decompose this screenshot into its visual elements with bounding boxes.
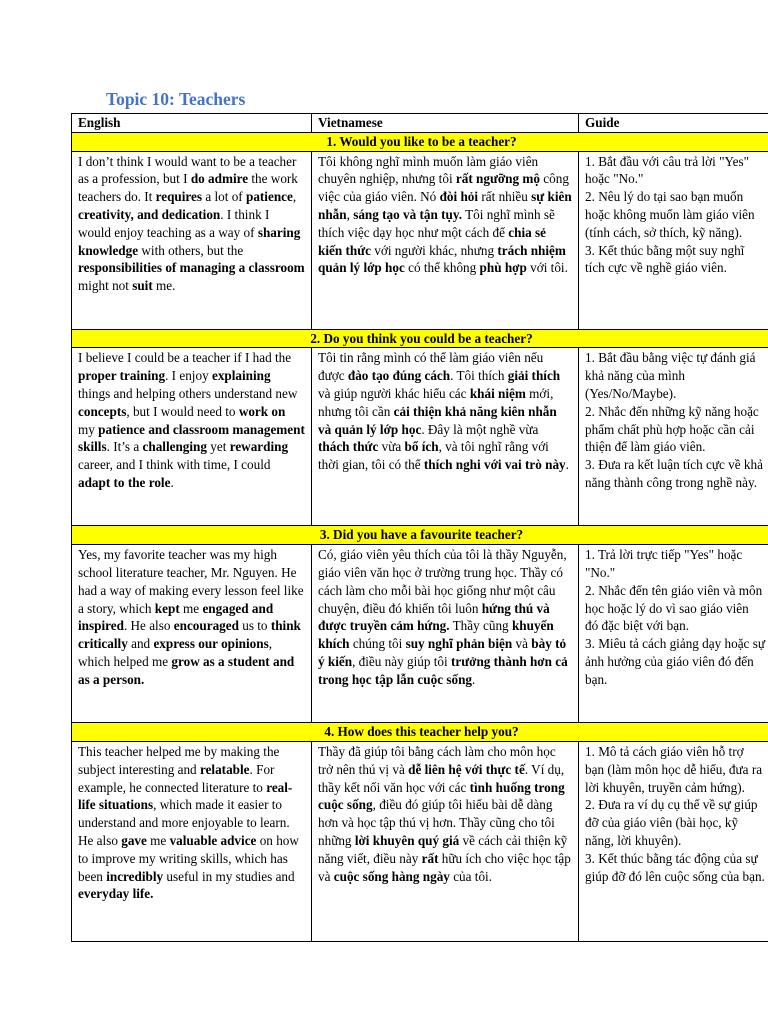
english-run: concepts xyxy=(78,403,127,419)
question-row xyxy=(72,329,768,348)
english-run: relatable xyxy=(199,761,250,777)
guide-step: 2. Nhắc đến những kỹ năng hoặc phẩm chất phù hợp hoặc cần cải thiện để làm giáo viên. xyxy=(585,403,759,455)
vietnamese-run: về cách cải thiện kỹ năng viết, điều này xyxy=(318,832,568,866)
question-heading: 1. Would you like to be a teacher? xyxy=(72,132,768,151)
vietnamese-answer xyxy=(312,348,579,526)
vietnamese-run: Thầy đã giúp tôi bằng cách làm cho môn học trở nên thú vị và xyxy=(318,743,556,777)
english-run: career, and I think with time, I could xyxy=(78,457,271,473)
english-run: proper training xyxy=(78,368,166,384)
english-run: encouraged xyxy=(173,618,239,634)
english-run: rewarding xyxy=(229,439,289,455)
english-run: the work teachers do. It xyxy=(78,171,298,205)
question-row xyxy=(72,132,768,151)
header-row xyxy=(72,114,768,133)
vietnamese-run: rất xyxy=(421,850,439,866)
guide-step: 3. Kết thúc bằng một suy nghĩ tích cực về nghề giáo viên. xyxy=(585,242,745,276)
vietnamese-run: tình huống trong cuộc sống xyxy=(318,779,565,813)
english-run: yet xyxy=(206,439,230,455)
english-run: my xyxy=(78,421,99,437)
english-answer xyxy=(72,545,312,723)
question-heading: 2. Do you think you could be a teacher? xyxy=(72,329,768,348)
vietnamese-run: suy nghĩ phản biện xyxy=(405,636,513,652)
vietnamese-run: sáng tạo và tận tụy. xyxy=(353,206,463,222)
vietnamese-run: trưởng thành hơn cả trong học tập lẫn cuộc sống xyxy=(318,653,568,687)
english-run: a lot of xyxy=(202,189,246,205)
english-run: and xyxy=(127,636,154,652)
vietnamese-run: cải thiện khả năng kiên nhẫn và quản lý lớp học xyxy=(318,403,557,437)
vietnamese-run: , xyxy=(346,206,354,222)
english-run: challenging xyxy=(142,439,207,455)
answer-row xyxy=(72,545,768,723)
question-heading: 3. Did you have a favourite teacher? xyxy=(72,526,768,545)
vietnamese-run: cuộc sống hàng ngày xyxy=(333,868,450,884)
english-run: . For example, he connected literature to xyxy=(78,761,275,795)
english-run: on how to improve my writing skills, which has been xyxy=(78,832,299,884)
vietnamese-run: trách nhiệm quản lý lớp học xyxy=(318,242,566,276)
vietnamese-run: , và tôi nghĩ rằng với thời gian, tôi có thể xyxy=(318,439,549,473)
vietnamese-run: dễ liên hệ với thực tế xyxy=(408,761,525,777)
header-guide: Guide xyxy=(579,114,768,133)
vietnamese-run: với tôi. xyxy=(526,260,568,276)
vietnamese-run: thách thức xyxy=(318,439,379,455)
vietnamese-run: . xyxy=(565,457,569,473)
english-run: me xyxy=(179,600,203,616)
answer-row xyxy=(72,741,768,941)
english-run: with others, but the xyxy=(138,242,244,258)
english-run: express our opinions xyxy=(153,636,269,652)
vietnamese-run: Tôi không nghĩ mình muốn làm giáo viên chuyên nghiệp, nhưng tôi xyxy=(318,153,539,187)
english-run: , which helped me xyxy=(78,636,273,669)
english-answer xyxy=(72,741,312,941)
english-run: requires xyxy=(155,189,203,205)
vietnamese-run: đòi hỏi xyxy=(439,189,479,205)
guide-steps xyxy=(579,545,768,723)
english-run: I don’t think I would want to be a teacher as a profession, but I xyxy=(78,153,297,187)
question-row xyxy=(72,526,768,545)
english-run: useful in my studies and xyxy=(163,868,295,884)
vietnamese-run: , điều này giúp tôi xyxy=(352,653,451,669)
vietnamese-run: hữu ích cho việc học tập và xyxy=(318,850,571,884)
english-run: gave xyxy=(121,832,147,848)
english-run: . He also xyxy=(123,618,174,634)
english-run: us to xyxy=(238,618,271,634)
english-run: incredibly xyxy=(106,868,164,884)
english-run: engaged and inspired xyxy=(78,600,274,634)
vietnamese-run: của tôi. xyxy=(449,868,493,884)
english-run: me. xyxy=(152,278,176,294)
english-run: think critically xyxy=(78,618,301,652)
vietnamese-run: Tôi nghĩ mình sẽ thích việc dạy học như một cách để xyxy=(318,206,555,240)
vietnamese-run: sự kiên nhẫn xyxy=(318,189,572,222)
guide-step: 3. Đưa ra kết luận tích cực về khả năng thành công trong nghề này. xyxy=(585,457,763,490)
guide-steps xyxy=(579,348,768,526)
english-answer xyxy=(72,348,312,526)
english-run: work on xyxy=(238,403,286,419)
vietnamese-run: bày tỏ ý kiến xyxy=(318,636,567,669)
vietnamese-run: bổ ích xyxy=(404,439,439,455)
english-run: , which made it easier to understand and more enjoyable to learn. He also xyxy=(78,797,290,848)
english-run: do admire xyxy=(190,171,249,187)
english-run: grow as a student and as a person. xyxy=(78,653,295,687)
vietnamese-run: và xyxy=(512,636,532,652)
english-run: suit xyxy=(132,278,153,294)
guide-step: 3. Kết thúc bằng tác động của sự giúp đỡ đó lên cuộc sống của bạn. xyxy=(585,850,765,884)
vietnamese-run: vừa xyxy=(378,439,405,455)
vietnamese-run: Thầy cũng xyxy=(449,618,512,634)
english-run: creativity, and dedication xyxy=(78,206,221,222)
english-run: responsibilities of managing a classroom xyxy=(78,260,305,276)
guide-step: 3. Miêu tả cách giảng dạy hoặc sự ảnh hưởng của giáo viên đó đến bạn. xyxy=(585,636,765,687)
vietnamese-run: . xyxy=(472,671,476,687)
vietnamese-answer xyxy=(312,741,579,941)
vietnamese-run: khái niệm xyxy=(469,385,526,401)
vietnamese-run: và giúp người khác hiểu các xyxy=(318,385,470,401)
vietnamese-run: . Ví dụ, thầy kết nối văn học với các xyxy=(318,761,565,795)
page-title: Topic 10: Teachers xyxy=(106,89,246,109)
vietnamese-run: . Đây là một nghề vừa xyxy=(421,421,539,437)
guide-steps xyxy=(579,151,768,329)
vietnamese-run: lời khuyên quý giá xyxy=(354,832,460,848)
vietnamese-run: , điều đó giúp tôi hiểu bài dễ dàng hơn và học tập thú vị hơn. Thầy cũng cho tôi những xyxy=(318,797,555,848)
english-run: things and helping others understand new xyxy=(78,385,298,401)
vietnamese-run: Tôi tin rằng mình có thể làm giáo viên nếu được xyxy=(318,350,544,384)
english-run: sharing knowledge xyxy=(78,224,301,258)
vietnamese-run: Có, giáo viên yêu thích của tôi là thầy Nguyễn, giáo viên văn học ở trường trung học. Thầy có cách làm cho mỗi bài học giống như một câu chuyện, điều đó khiến tôi luôn xyxy=(318,547,567,616)
english-run: might not xyxy=(78,278,133,294)
answer-row xyxy=(72,348,768,526)
english-run: kept xyxy=(154,600,180,616)
vietnamese-run: rất nhiều xyxy=(478,189,532,205)
question-row xyxy=(72,723,768,742)
guide-step: 1. Trả lời trực tiếp "Yes" hoặc "No." xyxy=(585,547,743,580)
english-run: . xyxy=(170,474,174,490)
english-run: . I enjoy xyxy=(165,368,212,384)
header-vietnamese: Vietnamese xyxy=(312,114,579,133)
guide-steps xyxy=(579,741,768,941)
english-run: real-life situations xyxy=(78,779,293,813)
guide-step: 1. Bắt đầu với câu trả lời "Yes" hoặc "No." xyxy=(585,153,750,187)
guide-step: 2. Nêu lý do tại sao bạn muốn hoặc không muốn làm giáo viên (tính cách, sở thích, kỹ năng). xyxy=(585,189,755,240)
english-run: , xyxy=(292,189,297,205)
english-run: explaining xyxy=(211,368,271,384)
english-run: This teacher helped me by making the subject interesting and xyxy=(78,743,280,777)
vietnamese-run: . Tôi thích xyxy=(450,368,508,384)
vocab-table xyxy=(71,113,768,942)
vietnamese-run: có thể không xyxy=(404,260,480,276)
english-run: adapt to the role xyxy=(78,474,171,490)
answer-row xyxy=(72,151,768,329)
guide-step: 2. Nhắc đến tên giáo viên và môn học hoặc lý do vì sao giáo viên đó đặc biệt với bạn. xyxy=(585,582,763,634)
vietnamese-run: rất ngưỡng mộ xyxy=(455,171,540,187)
vietnamese-run: mới, nhưng tôi cần xyxy=(318,385,554,419)
english-run: patience and classroom management skills xyxy=(78,421,305,455)
english-run: . I think I would enjoy teaching as a way of xyxy=(78,206,270,240)
vietnamese-run: chia sẻ kiến thức xyxy=(318,224,546,258)
english-run: . It’s a xyxy=(106,439,143,455)
english-run: , but I would need to xyxy=(126,403,239,419)
guide-step: 1. Bắt đầu bằng việc tự đánh giá khả năng của mình (Yes/No/Maybe). xyxy=(585,350,756,401)
english-run: valuable advice xyxy=(169,832,257,848)
vietnamese-run: đào tạo đúng cách xyxy=(347,368,451,384)
vietnamese-run: với người khác, nhưng xyxy=(370,242,498,258)
english-run: patience xyxy=(245,189,293,205)
header-english: English xyxy=(72,114,312,133)
english-run: everyday life. xyxy=(78,886,154,902)
english-run: Yes, my favorite teacher was my high school literature teacher, Mr. Nguyen. He had a way of making every lesson feel like a story, which xyxy=(78,547,304,616)
question-heading: 4. How does this teacher help you? xyxy=(72,723,768,742)
vietnamese-run: thích nghi với vai trò này xyxy=(423,457,566,473)
guide-step: 1. Mô tả cách giáo viên hỗ trợ bạn (làm môn học dễ hiểu, đưa ra lời khuyên, truyền cảm hứng). xyxy=(585,743,763,795)
vietnamese-run: giải thích xyxy=(507,368,561,384)
vietnamese-run: hứng thú và được truyền cảm hứng. xyxy=(318,600,550,634)
english-run: I believe I could be a teacher if I had the xyxy=(78,350,292,366)
vietnamese-answer xyxy=(312,151,579,329)
vietnamese-run: chúng tôi xyxy=(349,636,406,652)
vietnamese-run: khuyến khích xyxy=(318,618,554,652)
vietnamese-answer xyxy=(312,545,579,723)
vietnamese-run: công việc của giáo viên. Nó xyxy=(318,171,569,205)
guide-step: 2. Đưa ra ví dụ cụ thể về sự giúp đỡ của giáo viên (bài học, kỹ năng, lời khuyên). xyxy=(585,797,758,848)
english-run: me xyxy=(146,832,170,848)
english-answer xyxy=(72,151,312,329)
vietnamese-run: phù hợp xyxy=(479,260,527,276)
